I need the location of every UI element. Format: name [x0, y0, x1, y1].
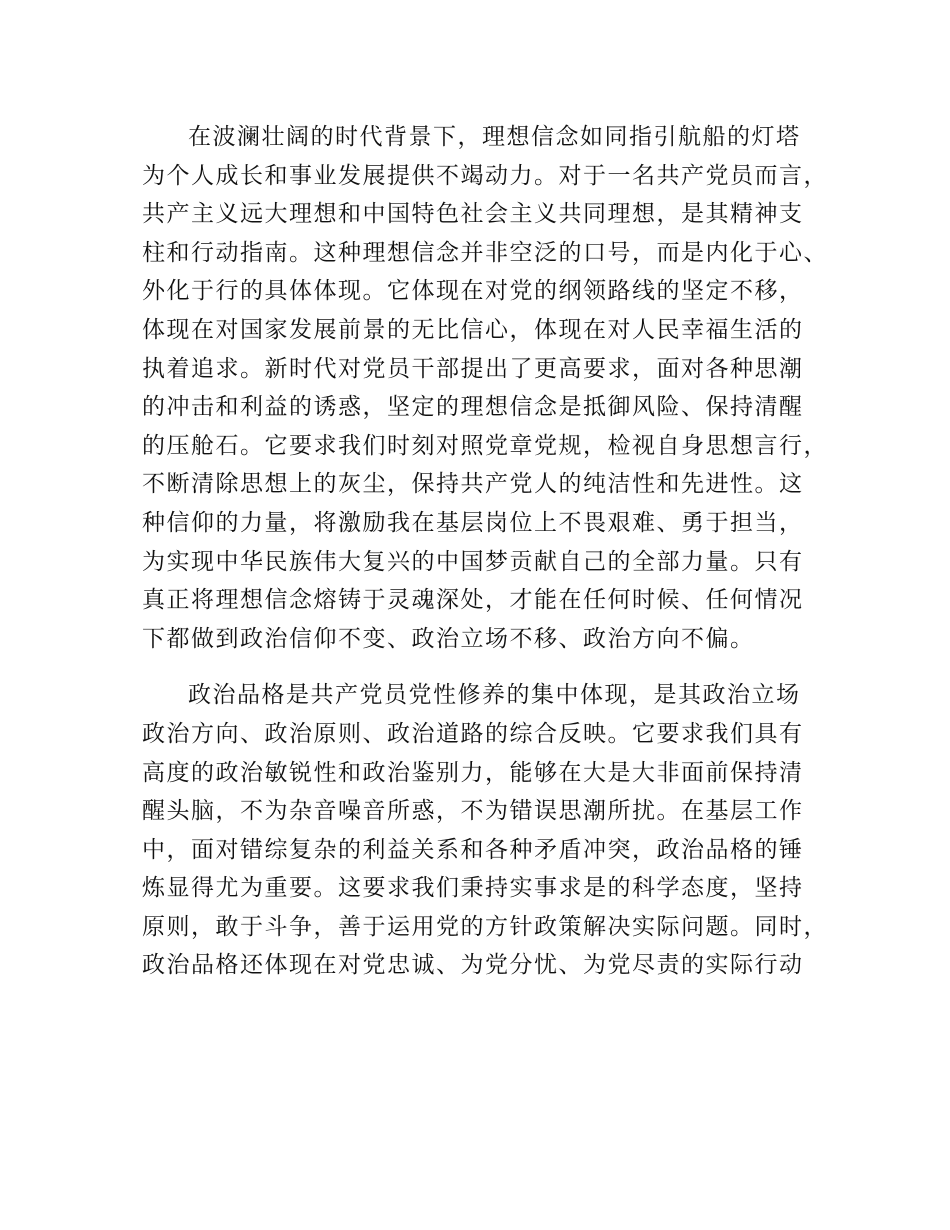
text-line: 的压舱石。它要求我们时刻对照党章党规，检视自身思想言行，: [142, 432, 828, 459]
document-body: [142, 118, 828, 1003]
text-line: 种信仰的力量，将激励我在基层岗位上不畏艰难、勇于担当，: [142, 509, 804, 536]
text-line: 原则，敢于斗争，善于运用党的方针政策解决实际问题。同时，: [142, 913, 828, 940]
text-line: 不断清除思想上的灰尘，保持共产党人的纯洁性和先进性。这: [142, 471, 804, 498]
text-line: 执着追求。新时代对党员干部提出了更高要求，面对各种思潮: [142, 355, 804, 382]
text-line: 柱和行动指南。这种理想信念并非空泛的口号，而是内化于心、: [142, 239, 828, 266]
text-line: 醒头脑，不为杂音噪音所惑，不为错误思潮所扰。在基层工作: [142, 798, 804, 825]
text-line: 政治品格还体现在对党忠诚、为党分忧、为党尽责的实际行动: [142, 952, 804, 979]
text-line: 体现在对国家发展前景的无比信心，体现在对人民幸福生活的: [142, 316, 804, 343]
text-line: 共产主义远大理想和中国特色社会主义共同理想，是其精神支: [142, 201, 804, 228]
text-line: 外化于行的具体体现。它体现在对党的纲领路线的坚定不移，: [142, 278, 804, 305]
text-line: 高度的政治敏锐性和政治鉴别力，能够在大是大非面前保持清: [142, 759, 804, 786]
text-line: 政治品格是共产党员党性修养的集中体现，是其政治立场: [188, 682, 801, 709]
text-line: 炼显得尤为重要。这要求我们秉持实事求是的科学态度，坚持: [142, 875, 804, 902]
text-line: 的冲击和利益的诱惑，坚定的理想信念是抵御风险、保持清醒: [142, 394, 804, 421]
text-line: 为实现中华民族伟大复兴的中国梦贡献自己的全部力量。只有: [142, 548, 804, 575]
text-line: 为个人成长和事业发展提供不竭动力。对于一名共产党员而言，: [142, 162, 828, 189]
paragraph-ideals: [142, 118, 828, 658]
text-line: 在波澜壮阔的时代背景下，理想信念如同指引航船的灯塔: [188, 124, 801, 150]
text-line: 下都做到政治信仰不变、政治立场不移、政治方向不偏。: [142, 625, 755, 652]
text-line: 真正将理想信念熔铸于灵魂深处，才能在任何时候、任何情况: [142, 587, 804, 614]
text-line: 中，面对错综复杂的利益关系和各种矛盾冲突，政治品格的锤: [142, 836, 804, 863]
text-line: 政治方向、政治原则、政治道路的综合反映。它要求我们具有: [142, 720, 804, 747]
paragraph-political-character: [142, 676, 828, 985]
